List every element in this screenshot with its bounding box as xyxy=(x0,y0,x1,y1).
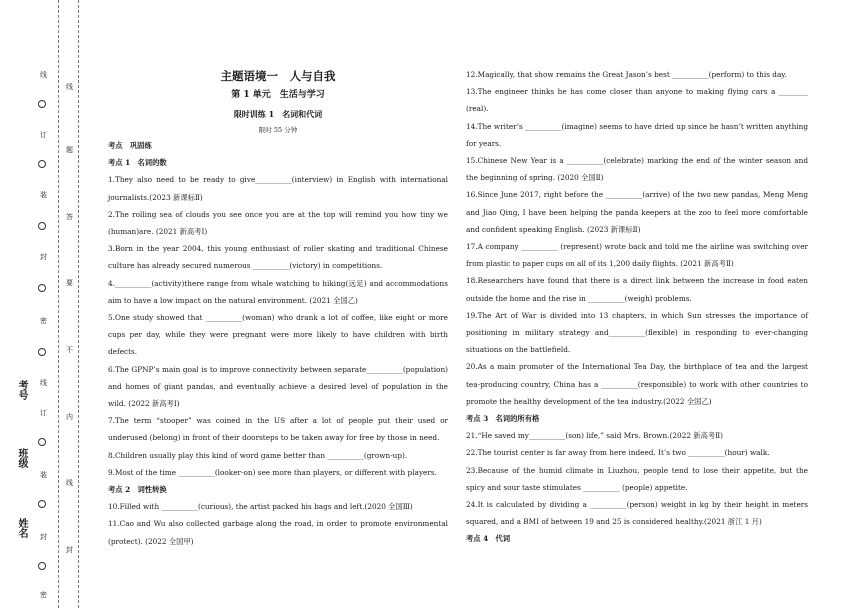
question: 8.Children usually play this kind of word game better than __________(grown-up). xyxy=(108,450,408,460)
binding-char: 线 xyxy=(40,379,47,387)
binding-hole xyxy=(38,160,46,168)
binding-hole xyxy=(38,562,46,570)
question: 22.The tourist center is far away from here indeed. It’s two __________(hour) walk. xyxy=(466,448,770,458)
question: 9.Most of the time __________(looker-on) see more than players, or different with players. xyxy=(108,467,437,477)
outer-dashed-line xyxy=(58,0,59,608)
question: 12.Magically, that show remains the Great Jason’s best __________(perform) to this day. xyxy=(466,70,787,79)
time-limit: 限时 55 分钟 xyxy=(258,126,298,134)
section-heading: 考点 2 词性转换 xyxy=(108,485,167,495)
binding-char: 密 xyxy=(40,317,47,325)
left-column xyxy=(108,66,448,550)
question: 1.They also need to be ready to give__________(interview) in English with international journalists.(2023 新课标Ⅱ) xyxy=(108,175,448,202)
question: 14.The writer’s __________(imagine) seems to have dried up since he hasn’t written anything for years. xyxy=(466,121,808,148)
drill-title: 限时训练 1 名词和代词 xyxy=(233,109,323,119)
section-heading: 考点 3 名词的所有格 xyxy=(466,414,540,424)
class-label: 班级 xyxy=(16,448,27,468)
binding-char: 封 xyxy=(66,546,73,554)
question: 13.The engineer thinks he has come closer than anyone to making flying cars a ________ (real). xyxy=(466,87,808,114)
name-label: 姓名 xyxy=(16,518,27,538)
question: 23.Because of the humid climate in Liuzhou, people tend to lose their appetite, but the spicy and sour taste stimulates __________ (people) appetite. xyxy=(466,465,808,492)
question: 17.A company __________ (represent) wrote back and told me the airline was switching over from plastic to paper cups on all of its 1,200 daily flights. (2021 新高考Ⅱ) xyxy=(466,242,808,269)
question: 16.Since June 2017, right before the __________(arrive) of the two new pandas, Meng Meng and Jiao Qing, I have been helping the panda keepers at the zoo to feel more comfortable and confident speaking English. (2023 新课标Ⅱ) xyxy=(466,190,808,234)
binding-char: 要 xyxy=(66,279,73,287)
section-heading: 考点 4 代词 xyxy=(466,534,511,544)
binding-margin xyxy=(0,0,100,608)
section-heading: 考点 1 名词的数 xyxy=(108,158,167,168)
binding-char: 线 xyxy=(66,479,73,487)
binding-hole xyxy=(38,348,46,356)
question: 20.As a main promoter of the International Tea Day, the birthplace of tea and the largest tea-producing country, China has a __________(responsible) to work with other countries to promote the healthy development of the tea industry.(2022 全国乙) xyxy=(466,362,808,406)
binding-char: 封 xyxy=(40,533,47,541)
question: 4.__________(activity)there range from whale watching to hiking(远足) and accommodations aim to have a low impact on the natural environment. (2021 全国乙) xyxy=(108,278,448,305)
binding-char: 不 xyxy=(66,346,73,354)
binding-char: 封 xyxy=(40,253,47,261)
binding-hole xyxy=(38,500,46,508)
binding-char: 内 xyxy=(66,413,73,421)
question: 2.The rolling sea of clouds you see once you are at the top will remind you how tiny we (human)are. (2021 新高考Ⅰ) xyxy=(108,209,448,237)
binding-hole xyxy=(38,438,46,446)
inner-dashed-line xyxy=(78,0,79,608)
binding-char: 订 xyxy=(40,131,47,139)
question: 15.Chinese New Year is a __________(celebrate) marking the end of the winter season and the beginning of spring. (2020 全国Ⅱ) xyxy=(466,156,808,183)
binding-hole xyxy=(38,100,46,108)
binding-char: 装 xyxy=(40,191,47,199)
question: 24.It is calculated by dividing a __________(person) weight in kg by their height in meters squared, and a BMI of between 19 and 25 is considered healthy.(2021 浙江 1 月) xyxy=(466,500,808,527)
question: 3.Born in the year 2004, this young enthusiast of roller skating and traditional Chinese culture has already secured numerous __________(victory) in competitions. xyxy=(108,244,448,271)
question: 19.The Art of War is divided into 13 chapters, in which Sun stresses the importance of positioning in military strategy and__________(flexible) in responding to ever-changing situations on the battlefield. xyxy=(466,310,808,355)
question: 6.The GPNP’s main goal is to improve connectivity between separate__________(population) and homes of giant pandas, and eventually achieve a desired level of population in the wild. (2022 新高考Ⅰ) xyxy=(108,364,448,409)
binding-char: 密 xyxy=(40,591,47,599)
binding-char: 线 xyxy=(66,83,73,91)
binding-char: 装 xyxy=(40,471,47,479)
right-column xyxy=(466,66,808,548)
question: 18.Researchers have found that there is a direct link between the increase in food eaten outside the home and the rise in __________(weigh) problems. xyxy=(466,276,808,303)
page-title: 主题语境一 人与自我 xyxy=(220,69,336,83)
section-heading: 考点 巩固练 xyxy=(108,141,152,150)
binding-char: 订 xyxy=(40,409,47,417)
question: 10.Filled with __________(curious), the artist packed his bags and left.(2020 全国Ⅲ) xyxy=(108,502,413,512)
question: 11.Cao and Wu also collected garbage along the road, in order to promote environmental (protect). (2022 全国甲) xyxy=(108,519,448,546)
question: 7.The term “stooper” was coined in the US after a lot of people put their used or underused (belong) in front of their doorsteps to be taken away for free by those in need. xyxy=(108,416,448,443)
exam-number-label: 考号 xyxy=(16,380,27,400)
unit-title: 第 1 单元 生活与学习 xyxy=(231,90,325,100)
binding-char: 题 xyxy=(66,146,73,154)
binding-char: 答 xyxy=(66,213,73,221)
binding-char: 线 xyxy=(40,71,47,79)
question: 5.One study showed that __________(woman) who drank a lot of coffee, like eight or more cups per day, while they were pregnant were more likely to have children with birth defects. xyxy=(108,313,448,357)
binding-hole xyxy=(38,222,46,230)
question: 21.“He saved my__________(son) life,” said Mrs. Brown.(2022 新高考Ⅱ) xyxy=(466,431,723,441)
binding-hole xyxy=(38,284,46,292)
